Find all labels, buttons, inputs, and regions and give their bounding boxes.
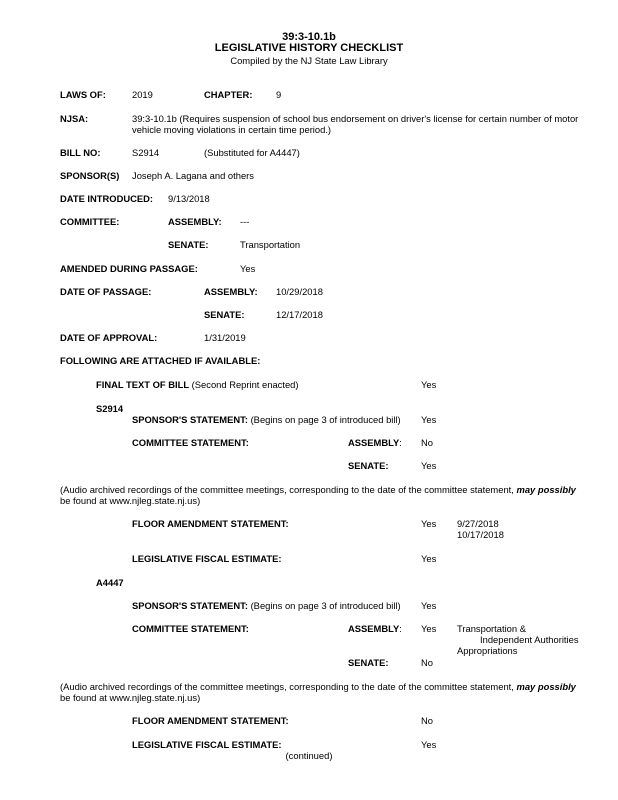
page-title: LEGISLATIVE HISTORY CHECKLIST	[214, 42, 404, 54]
passage-label: DATE OF PASSAGE:	[60, 286, 152, 297]
date-introduced-label: DATE INTRODUCED:	[60, 193, 154, 204]
s-floor-amendment-label: FLOOR AMENDMENT STATEMENT:	[132, 518, 289, 529]
approval-value: 1/31/2019	[204, 332, 246, 343]
a-fiscal-estimate-value: Yes	[421, 739, 437, 750]
s-floor-amendment-value: Yes	[421, 518, 437, 529]
s-fiscal-estimate-label: LEGISLATIVE FISCAL ESTIMATE:	[132, 553, 282, 564]
a-committee-assembly-label: ASSEMBLY	[348, 623, 400, 634]
s-fiscal-estimate-value: Yes	[421, 553, 437, 564]
a-bill-heading: A4447	[96, 577, 124, 588]
audio-note-2-emphasis: may possibly	[516, 681, 576, 692]
audio-note-1-line-2: be found at www.njleg.state.nj.us)	[60, 495, 201, 506]
committee-assembly-label: ASSEMBLY:	[168, 216, 222, 227]
s-floor-amendment-date-2: 10/17/2018	[457, 529, 504, 540]
statute-number: 39:3-10.1b	[282, 31, 336, 43]
sponsor-label: SPONSOR(S)	[60, 170, 120, 181]
passage-senate-label: SENATE:	[204, 309, 245, 320]
a-fiscal-estimate-label: LEGISLATIVE FISCAL ESTIMATE:	[132, 739, 282, 750]
date-introduced-value: 9/13/2018	[168, 193, 210, 204]
passage-assembly-label: ASSEMBLY:	[204, 286, 258, 297]
bill-no-label: BILL NO:	[60, 147, 101, 158]
s-sponsor-statement-value: Yes	[421, 414, 437, 425]
approval-label: DATE OF APPROVAL:	[60, 332, 158, 343]
audio-note-2-line-1	[60, 681, 576, 692]
audio-note-1-text: (Audio archived recordings of the committee meetings, corresponding to the date of the committee statement,	[60, 484, 514, 495]
audio-note-2-line-2: be found at www.njleg.state.nj.us)	[60, 692, 201, 703]
audio-note-1-line-1	[60, 484, 576, 495]
committee-senate-label: SENATE:	[168, 239, 209, 250]
laws-of-label: LAWS OF:	[60, 89, 106, 100]
amended-value: Yes	[240, 263, 256, 274]
committee-senate-value: Transportation	[240, 239, 301, 250]
njsa-label: NJSA:	[60, 113, 89, 124]
a-sponsor-statement-note: (Begins on page 3 of introduced bill)	[250, 600, 401, 611]
s-committee-senate-value: Yes	[421, 460, 437, 471]
a-floor-amendment-value: No	[421, 715, 433, 726]
laws-of-value: 2019	[132, 89, 153, 100]
a-committee-name-2: Independent Authorities	[480, 634, 579, 645]
chapter-label: CHAPTER:	[204, 89, 253, 100]
s-committee-statement-label: COMMITTEE STATEMENT:	[132, 437, 249, 448]
following-heading: FOLLOWING ARE ATTACHED IF AVAILABLE:	[60, 355, 261, 366]
a-floor-amendment-label: FLOOR AMENDMENT STATEMENT:	[132, 715, 289, 726]
s-sponsor-statement-note: (Begins on page 3 of introduced bill)	[250, 414, 401, 425]
final-text-row	[96, 379, 299, 390]
a-committee-senate-value: No	[421, 657, 433, 668]
s-committee-assembly-row: ASSEMBLY:	[348, 437, 402, 448]
compiled-by: Compiled by the NJ State Law Library	[230, 55, 388, 66]
njsa-line-2: vehicle moving violations in certain time period.)	[132, 124, 332, 135]
audio-note-2-text: (Audio archived recordings of the committee meetings, corresponding to the date of the committee statement,	[60, 681, 514, 692]
final-text-note: (Second Reprint enacted)	[191, 379, 299, 390]
sponsor-value: Joseph A. Lagana and others	[132, 170, 254, 181]
s-committee-assembly-label: ASSEMBLY	[348, 437, 400, 448]
passage-assembly-value: 10/29/2018	[276, 286, 323, 297]
bill-no-value: S2914	[132, 147, 160, 158]
a-committee-name-3: Appropriations	[457, 645, 518, 656]
s-bill-heading: S2914	[96, 403, 124, 414]
s-sponsor-statement-label: SPONSOR'S STATEMENT:	[132, 414, 248, 425]
passage-senate-value: 12/17/2018	[276, 309, 323, 320]
a-committee-name-1: Transportation &	[457, 623, 526, 634]
chapter-value: 9	[276, 89, 282, 100]
a-sponsor-statement-row	[132, 600, 401, 611]
final-text-value: Yes	[421, 379, 437, 390]
s-floor-amendment-date-1: 9/27/2018	[457, 518, 499, 529]
substituted-note: (Substituted for A4447)	[204, 147, 300, 158]
final-text-label: FINAL TEXT OF BILL	[96, 379, 190, 390]
a-sponsor-statement-value: Yes	[421, 600, 437, 611]
s-sponsor-statement-row	[132, 414, 401, 425]
audio-note-1-emphasis: may possibly	[516, 484, 576, 495]
a-committee-statement-label: COMMITTEE STATEMENT:	[132, 623, 249, 634]
njsa-line-1: 39:3-10.1b (Requires suspension of school bus endorsement on driver's license for certain number of motor	[132, 113, 579, 124]
continued-note: (continued)	[285, 750, 333, 761]
a-committee-assembly-row: ASSEMBLY:	[348, 623, 402, 634]
committee-label: COMMITTEE:	[60, 216, 120, 227]
a-committee-assembly-value: Yes	[421, 623, 437, 634]
committee-assembly-value: ---	[240, 216, 250, 227]
amended-label: AMENDED DURING PASSAGE:	[60, 263, 198, 274]
s-committee-senate-label: SENATE:	[348, 460, 389, 471]
a-sponsor-statement-label: SPONSOR'S STATEMENT:	[132, 600, 248, 611]
a-committee-senate-label: SENATE:	[348, 657, 389, 668]
s-committee-assembly-value: No	[421, 437, 433, 448]
